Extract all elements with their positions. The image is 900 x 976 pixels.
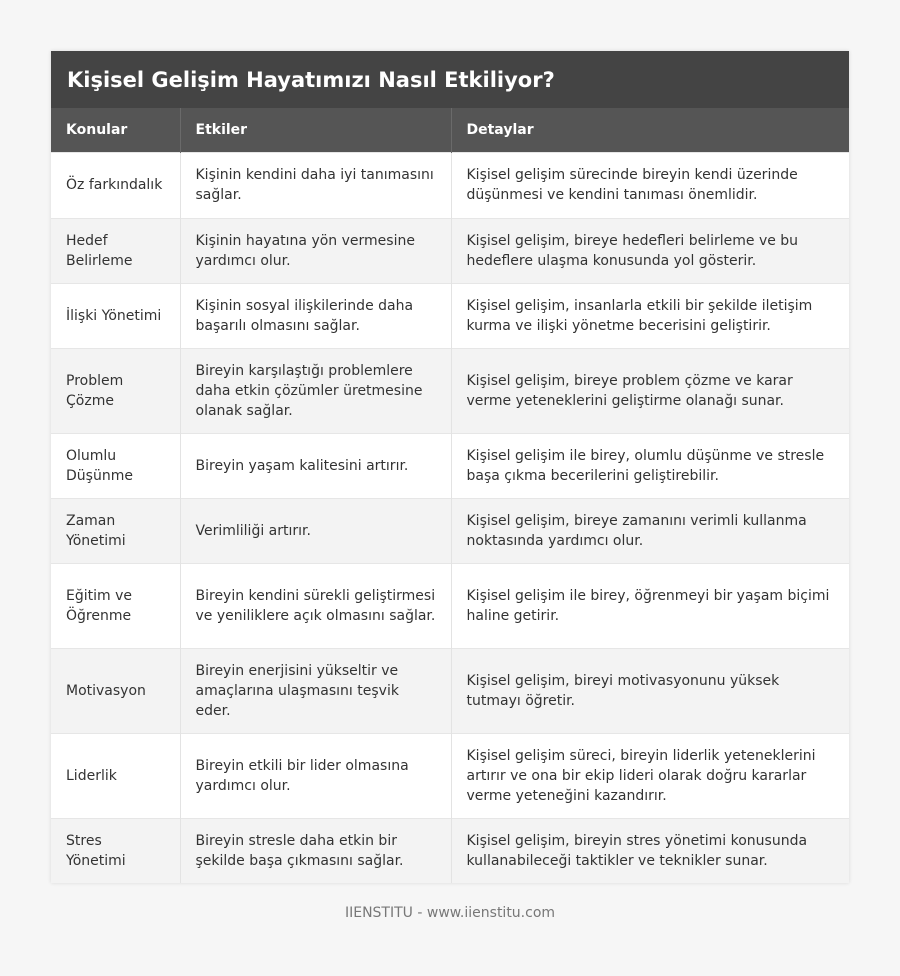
table-row [51, 498, 849, 563]
cell-konu: Motivasyon [51, 648, 180, 733]
cell-etki: Bireyin enerjisini yükseltir ve amaçlarına ulaşmasını teşvik eder. [180, 648, 451, 733]
cell-etki: Bireyin kendini sürekli geliştirmesi ve yeniliklere açık olmasını sağlar. [180, 563, 451, 648]
cell-detay: Kişisel gelişim sürecinde bireyin kendi üzerinde düşünmesi ve kendini tanıması önemlidir. [451, 152, 849, 218]
column-header-detaylar: Detaylar [451, 108, 849, 152]
cell-konu: Zaman Yönetimi [51, 498, 180, 563]
cell-detay: Kişisel gelişim süreci, bireyin liderlik yeteneklerini artırır ve ona bir ekip lideri olarak doğru kararlar verme yeteneğini kazandırır. [451, 733, 849, 818]
table-title: Kişisel Gelişim Hayatımızı Nasıl Etkiliyor? [51, 51, 849, 108]
cell-detay: Kişisel gelişim, bireye hedefleri belirleme ve bu hedeflere ulaşma konusunda yol gösterir. [451, 218, 849, 283]
column-header-konular: Konular [51, 108, 180, 152]
cell-etki: Bireyin etkili bir lider olmasına yardımcı olur. [180, 733, 451, 818]
cell-konu: Stres Yönetimi [51, 818, 180, 883]
cell-etki: Bireyin yaşam kalitesini artırır. [180, 433, 451, 498]
cell-etki: Kişinin hayatına yön vermesine yardımcı olur. [180, 218, 451, 283]
cell-etki: Bireyin stresle daha etkin bir şekilde başa çıkmasını sağlar. [180, 818, 451, 883]
table-row [51, 563, 849, 648]
cell-konu: Olumlu Düşünme [51, 433, 180, 498]
table-row [51, 348, 849, 433]
cell-detay: Kişisel gelişim ile birey, öğrenmeyi bir yaşam biçimi haline getirir. [451, 563, 849, 648]
cell-detay: Kişisel gelişim, bireye problem çözme ve karar verme yeteneklerini geliştirme olanağı sunar. [451, 348, 849, 433]
column-header-etkiler: Etkiler [180, 108, 451, 152]
table-row [51, 283, 849, 348]
cell-konu: Öz farkındalık [51, 152, 180, 218]
table-row [51, 733, 849, 818]
cell-detay: Kişisel gelişim, bireye zamanını verimli kullanma noktasında yardımcı olur. [451, 498, 849, 563]
header-row [51, 108, 849, 152]
cell-detay: Kişisel gelişim, bireyin stres yönetimi konusunda kullanabileceği taktikler ve teknikler sunar. [451, 818, 849, 883]
cell-detay: Kişisel gelişim, insanlarla etkili bir şekilde iletişim kurma ve ilişki yönetme becerisini geliştirir. [451, 283, 849, 348]
cell-konu: Problem Çözme [51, 348, 180, 433]
table-card [51, 51, 849, 883]
cell-konu: Hedef Belirleme [51, 218, 180, 283]
topics-table [51, 108, 849, 883]
table-row [51, 648, 849, 733]
footer-credit: IIENSTITU - www.iienstitu.com [344, 905, 556, 921]
cell-detay: Kişisel gelişim, bireyi motivasyonunu yüksek tutmayı öğretir. [451, 648, 849, 733]
table-row [51, 218, 849, 283]
table-row [51, 433, 849, 498]
table-row [51, 818, 849, 883]
cell-etki: Bireyin karşılaştığı problemlere daha etkin çözümler üretmesine olanak sağlar. [180, 348, 451, 433]
cell-konu: Eğitim ve Öğrenme [51, 563, 180, 648]
table-row [51, 152, 849, 218]
cell-etki: Kişinin sosyal ilişkilerinde daha başarılı olmasını sağlar. [180, 283, 451, 348]
cell-etki: Kişinin kendini daha iyi tanımasını sağlar. [180, 152, 451, 218]
cell-konu: Liderlik [51, 733, 180, 818]
cell-konu: İlişki Yönetimi [51, 283, 180, 348]
cell-etki: Verimliliği artırır. [180, 498, 451, 563]
cell-detay: Kişisel gelişim ile birey, olumlu düşünme ve stresle başa çıkma becerilerini geliştirebilir. [451, 433, 849, 498]
